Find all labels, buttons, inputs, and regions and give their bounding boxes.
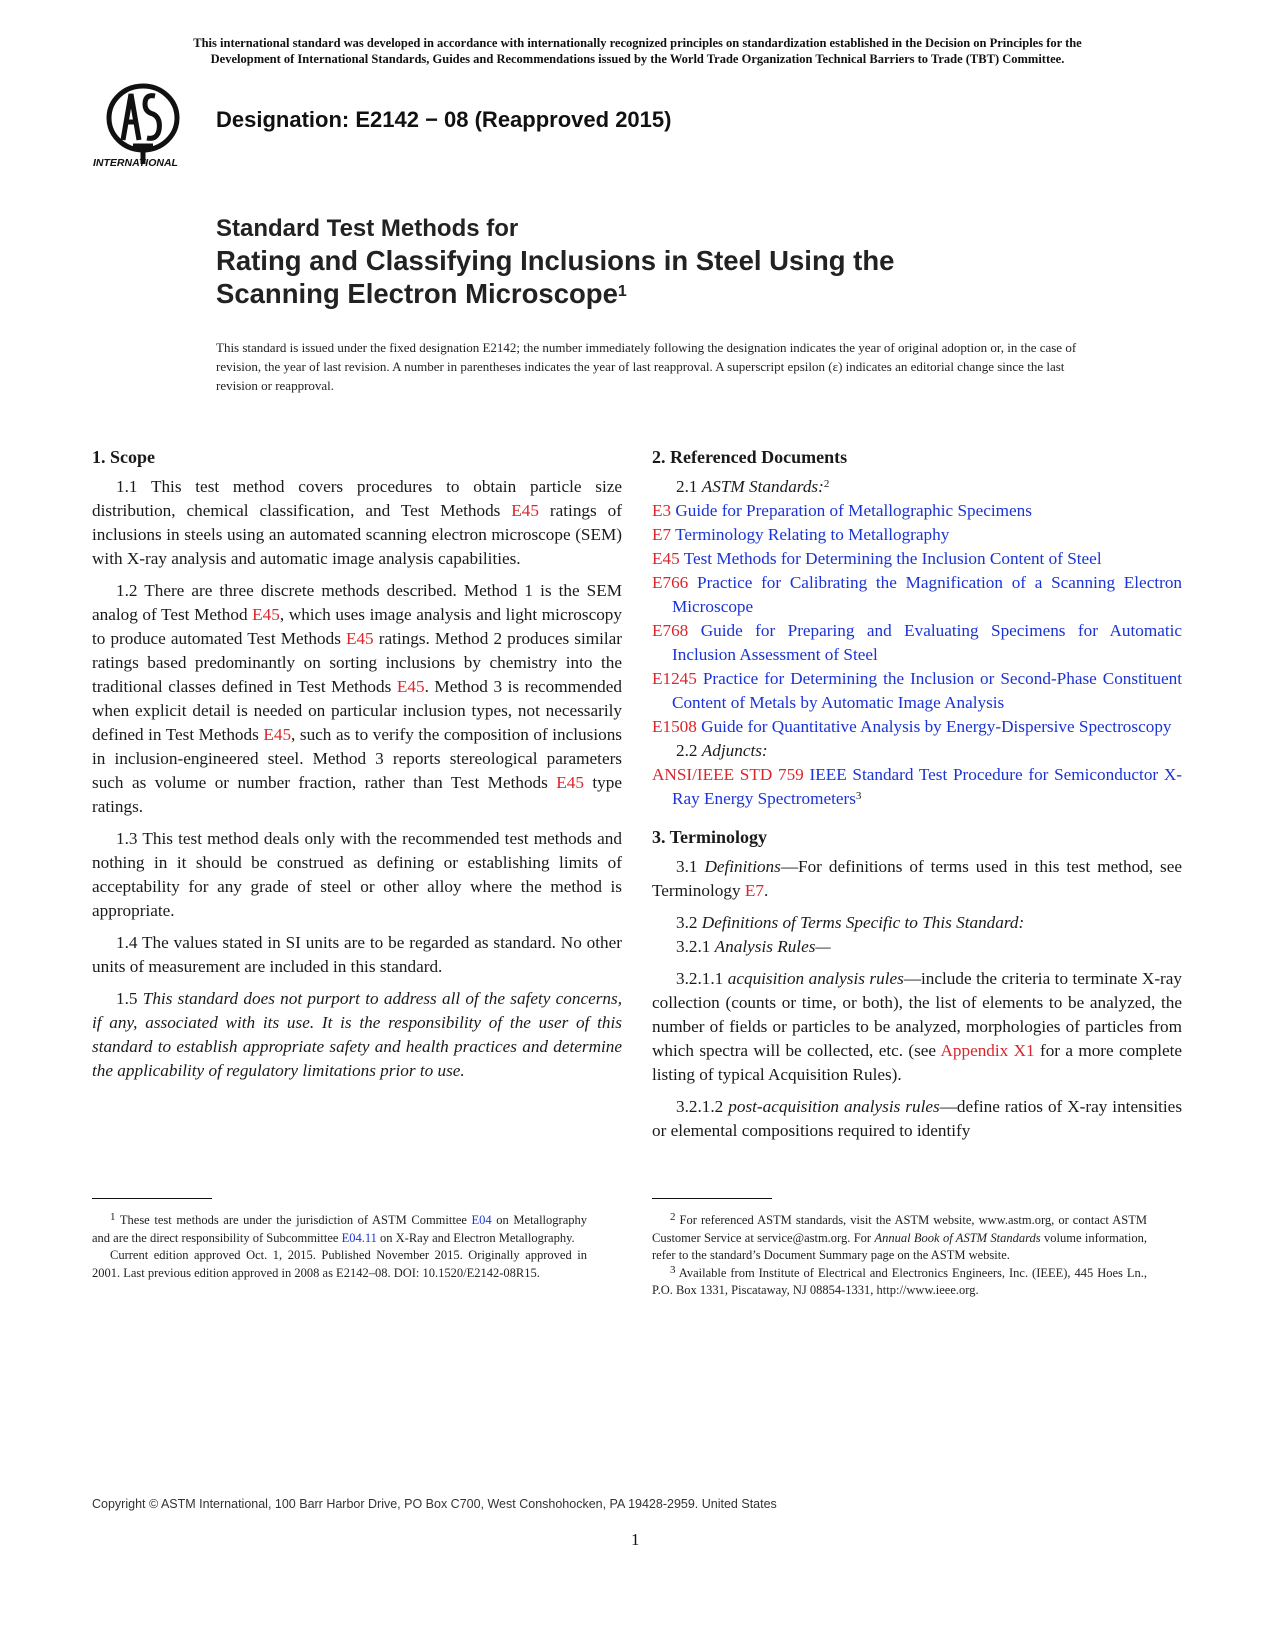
link-e45[interactable]: E45 bbox=[252, 605, 280, 624]
reference-item[interactable] bbox=[652, 619, 1182, 667]
astm-logo bbox=[93, 80, 205, 180]
footnote-1-edition: Current edition approved Oct. 1, 2015. Published November 2015. Originally approved in 2001. Last previous edition approved in 2008 as E2142–08. DOI: 10.1520/E2142-08R15. bbox=[92, 1248, 587, 1280]
term-3-1: 3.1 Definitions—For definitions of terms used in this test method, see Terminology E7. bbox=[652, 857, 1182, 900]
term-3-2-1-2: 3.2.1.2 post-acquisition analysis rules—define ratios of X-ray intensities or elemental compositions required to identify bbox=[652, 1097, 1183, 1140]
reference-title[interactable]: Test Methods for Determining the Inclusion Content of Steel bbox=[683, 549, 1102, 568]
scope-1-4: 1.4 The values stated in SI units are to be regarded as standard. No other units of measurement are included in this standard. bbox=[92, 933, 622, 976]
title-line-2: Rating and Classifying Inclusions in Steel Using the bbox=[216, 245, 895, 276]
copyright-footer: Copyright © ASTM International, 100 Barr Harbor Drive, PO Box C700, West Conshohocken, PA 19428-2959. United States bbox=[92, 1497, 777, 1511]
reference-code[interactable]: E45 bbox=[652, 549, 680, 568]
footnote-1: $^1$ These test methods are under the jurisdiction of ASTM Committee E04 on Metallography and are the direct responsibility of Subcommittee E04.11 on X-Ray and Electron Metallography. bbox=[92, 1211, 587, 1245]
right-footnotes bbox=[652, 1198, 1147, 1300]
scope-1-3: 1.3 This test method deals only with the recommended test methods and nothing in it should be construed as defining or establishing limits of acceptability for any grade of steel or other alloy where the method is appropriate. bbox=[92, 829, 622, 920]
link-e04[interactable]: E04 bbox=[471, 1213, 492, 1227]
designation: Designation: E2142 − 08 (Reapproved 2015) bbox=[216, 107, 672, 132]
reference-code[interactable]: E1508 bbox=[652, 717, 697, 736]
link-e45[interactable]: E45 bbox=[345, 629, 374, 648]
link-e45[interactable]: E45 bbox=[263, 725, 292, 744]
link-e45[interactable]: E45 bbox=[511, 501, 539, 520]
reference-title[interactable]: Guide for Preparing and Evaluating Specimens for Automatic Inclusion Assessment of Steel bbox=[672, 621, 1182, 664]
reference-title[interactable]: Practice for Determining the Inclusion or Second-Phase Constituent Content of Metals by Automatic Image Analysis bbox=[672, 669, 1183, 712]
left-footnotes bbox=[92, 1198, 587, 1282]
link-e7[interactable]: E7 bbox=[744, 881, 764, 900]
reference-item-adjunct[interactable]: ANSI/IEEE STD 759 IEEE Standard Test Procedure for Semiconductor X-Ray Energy Spectrometers$^3$ bbox=[652, 765, 1182, 808]
reference-list bbox=[652, 499, 1182, 739]
document-title bbox=[216, 213, 1016, 310]
logo-text: INTERNATIONAL bbox=[93, 157, 178, 169]
astm-logo-icon bbox=[93, 80, 205, 180]
reference-title[interactable]: Terminology Relating to Metallography bbox=[675, 525, 950, 544]
term-3-2-1: 3.2.1 Analysis Rules— bbox=[676, 937, 831, 956]
astm-standards-label: 2.1 ASTM Standards:$^2$ bbox=[676, 477, 830, 496]
reference-code[interactable]: E768 bbox=[652, 621, 689, 640]
reference-item[interactable] bbox=[652, 499, 1182, 523]
title-footnote-mark[interactable]: 1 bbox=[617, 283, 627, 300]
footnote-3: $^3$ Available from Institute of Electrical and Electronics Engineers, Inc. (IEEE), 445 Hoes Ln., P.O. Box 1331, Piscataway, NJ 08854-1331, http://www.ieee.org. bbox=[652, 1263, 1147, 1297]
reference-item[interactable] bbox=[652, 715, 1182, 739]
notice-line-1: This international standard was developed in accordance with internationally recognized principles on standardization established in the Decision on Principles for the bbox=[193, 36, 1082, 50]
reference-title[interactable]: Guide for Quantitative Analysis by Energy-Dispersive Spectroscopy bbox=[701, 717, 1172, 736]
link-e45[interactable]: E45 bbox=[556, 773, 584, 792]
reference-title[interactable]: Guide for Preparation of Metallographic Specimens bbox=[675, 501, 1032, 520]
page-number: 1 bbox=[631, 1530, 640, 1549]
link-appendix-x1[interactable]: Appendix X1 bbox=[940, 1041, 1035, 1060]
reference-code[interactable]: E1245 bbox=[652, 669, 697, 688]
scope-1-2: 1.2 There are three discrete methods described. Method 1 is the SEM analog of Test Method E45, which uses image analysis and light microscopy to produce automated Test Methods E45 ratings. Method 2 produces similar ratings based predominantly on sorting inclusions by chemistry into the traditional classes defined in Test Methods E45. Method 3 is recommended when explicit detail is needed on particular inclusion types, not necessarily defined in Test Methods E45, such as to verify the composition of inclusions in inclusion-engineered steel. Method 3 reports stereological parameters such as volume or number fraction, rather than Test Methods E45 type ratings. bbox=[92, 581, 623, 816]
left-column bbox=[92, 445, 622, 1091]
terminology-heading: 3. Terminology bbox=[652, 827, 768, 847]
link-e45[interactable]: E45 bbox=[396, 677, 425, 696]
reference-code[interactable]: E7 bbox=[652, 525, 672, 544]
scope-heading: 1. Scope bbox=[92, 447, 155, 467]
reference-item[interactable] bbox=[652, 547, 1182, 571]
footnote-2: $^2$ For referenced ASTM standards, visit the ASTM website, www.astm.org, or contact ASTM Customer Service at service@astm.org. For Annual Book of ASTM Standards volume information, refer to the standard’s Document Summary page on the ASTM website. bbox=[652, 1211, 1147, 1262]
reference-code[interactable]: E3 bbox=[652, 501, 672, 520]
term-3-2: 3.2 Definitions of Terms Specific to This Standard: bbox=[676, 913, 1025, 932]
adjuncts-label: 2.2 Adjuncts: bbox=[676, 741, 768, 760]
scope-1-1: 1.1 This test method covers procedures to obtain particle size distribution, chemical classification, and Test Methods E45 ratings of inclusions in steels using an automated scanning electron microscope (SEM) with X-ray analysis and automatic image analysis capabilities. bbox=[92, 477, 622, 568]
reference-title[interactable]: Practice for Calibrating the Magnification of a Scanning Electron Microscope bbox=[672, 573, 1183, 616]
reference-code[interactable]: E766 bbox=[652, 573, 689, 592]
term-3-2-1-1: 3.2.1.1 acquisition analysis rules—include the criteria to terminate X-ray collection (counts or time, or both), the list of elements to be analyzed, the number of fields or particles to be analyzed, morphologies of particles from which spectra will be collected, etc. (see Appendix X1 for a more complete listing of typical Acquisition Rules). bbox=[652, 969, 1183, 1084]
title-line-3: Scanning Electron Microscope bbox=[216, 278, 618, 309]
references-heading: 2. Referenced Documents bbox=[652, 447, 848, 467]
reference-item[interactable] bbox=[652, 667, 1182, 715]
right-column bbox=[652, 445, 1182, 1151]
scope-1-5: 1.5 This standard does not purport to address all of the safety concerns, if any, associated with its use. It is the responsibility of the user of this standard to establish appropriate safety and health practices and determine the applicability of regulatory limitations prior to use. bbox=[92, 989, 623, 1080]
title-line-1: Standard Test Methods for bbox=[216, 215, 519, 242]
notice-line-2: Development of International Standards, Guides and Recommendations issued by the World Trade Organization Technical Barriers to Trade (TBT) Committee. bbox=[210, 52, 1065, 66]
issued-notice: This standard is issued under the fixed designation E2142; the number immediately following the designation indicates the year of original adoption or, in the case of revision, the year of last revision. A number in parentheses indicates the year of last reapproval. A superscript epsilon (ε) indicates an editorial change since the last revision or reapproval. bbox=[216, 340, 1077, 393]
link-e04-11[interactable]: E04.11 bbox=[341, 1230, 377, 1245]
trade-notice bbox=[80, 35, 1195, 67]
reference-item[interactable] bbox=[652, 523, 1182, 547]
reference-item[interactable] bbox=[652, 571, 1182, 619]
